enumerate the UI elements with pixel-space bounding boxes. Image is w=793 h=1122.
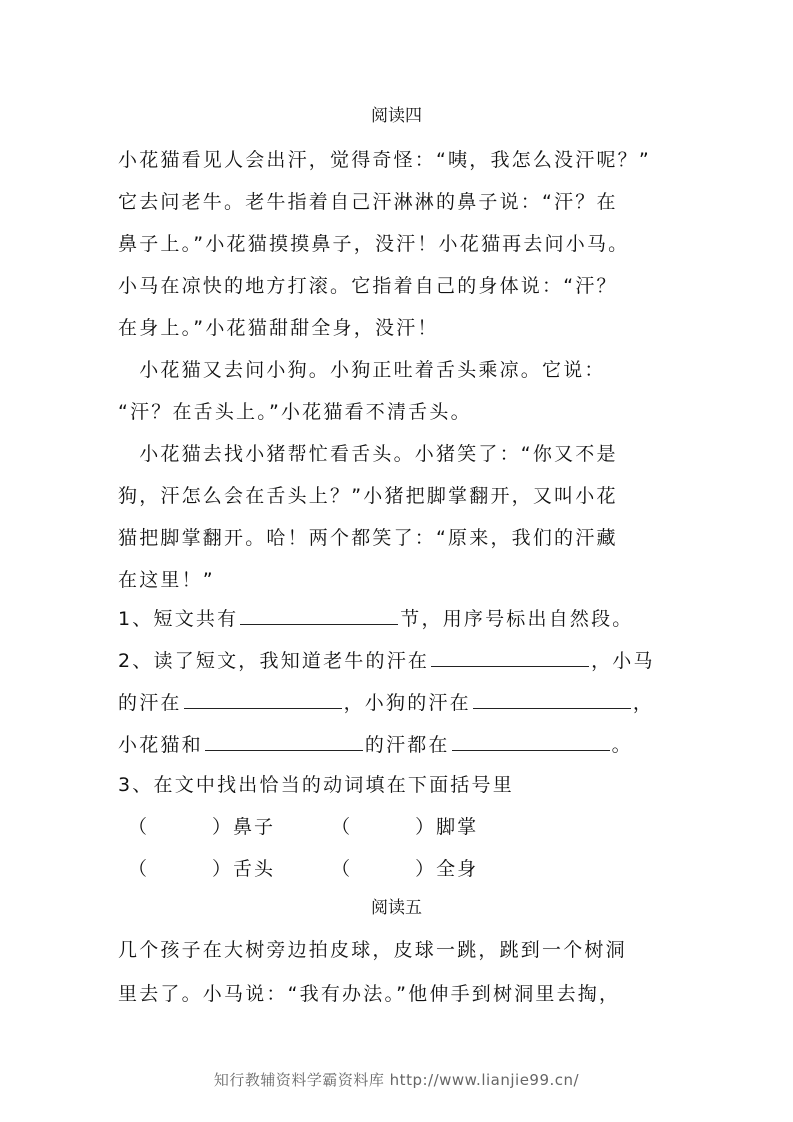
fill-item[interactable]: （ ）舌头 xyxy=(128,858,276,880)
fill-row-2 xyxy=(128,857,478,881)
question-2-text: 。 xyxy=(611,734,633,756)
answer-blank[interactable] xyxy=(473,690,631,709)
passage-line: 猫把脚掌翻开。哈！两个都笑了：“原来，我们的汗藏 xyxy=(118,527,618,549)
answer-blank[interactable] xyxy=(205,732,363,751)
question-1-text: 1、短文共有 xyxy=(118,608,239,630)
passage-line: 小马在凉快的地方打滚。它指着自己的身体说：“汗？ xyxy=(118,275,618,297)
passage-line: 它去问老牛。老牛指着自己汗淋淋的鼻子说：“汗？在 xyxy=(118,191,618,213)
section-title-5: 阅读五 xyxy=(371,898,422,918)
passage-line: 几个孩子在大树旁边拍皮球，皮球一跳，跳到一个树洞 xyxy=(118,939,627,961)
passage-line: 在身上。”小花猫甜甜全身，没汗！ xyxy=(118,317,439,339)
passage-line: “汗？在舌头上。”小花猫看不清舌头。 xyxy=(118,401,472,423)
answer-blank[interactable] xyxy=(240,606,398,625)
question-2-text: ，小狗的汗在 xyxy=(343,692,471,714)
section-title-4: 阅读四 xyxy=(371,106,422,126)
question-2-line-3 xyxy=(118,732,678,757)
question-1 xyxy=(118,606,678,631)
question-2-text: 小花猫和 xyxy=(118,734,203,756)
passage-line: 鼻子上。”小花猫摸摸鼻子，没汗！小花猫再去问小马。 xyxy=(118,233,630,255)
passage-line: 在这里！” xyxy=(118,569,215,591)
fill-item[interactable]: （ ）脚掌 xyxy=(331,816,479,838)
passage-line: 小花猫又去问小狗。小狗正吐着舌头乘凉。它说： xyxy=(118,359,606,381)
footer-watermark: 知行教辅资料学霸资料库 http://www.lianjie99.cn/ xyxy=(213,1071,580,1089)
question-2-line-1 xyxy=(118,648,678,673)
passage-line: 狗，汗怎么会在舌头上？”小猪把脚掌翻开，又叫小花 xyxy=(118,485,618,507)
answer-blank[interactable] xyxy=(184,690,342,709)
question-2-text: ，小马 xyxy=(591,650,655,672)
question-2-text: 2、读了短文，我知道老牛的汗在 xyxy=(118,650,430,672)
question-1-text-end: 节，用序号标出自然段。 xyxy=(400,608,634,630)
fill-item[interactable]: （ ）鼻子 xyxy=(128,816,276,838)
passage-line: 小花猫去找小猪帮忙看舌头。小猪笑了：“你又不是 xyxy=(118,443,618,465)
fill-item[interactable]: （ ）全身 xyxy=(331,858,479,880)
passage-line: 小花猫看见人会出汗，觉得奇怪：“咦，我怎么没汗呢？” xyxy=(118,149,651,171)
question-2-text: 的汗在 xyxy=(118,692,182,714)
question-3: 3、在文中找出恰当的动词填在下面括号里 xyxy=(118,774,514,796)
fill-row-1 xyxy=(128,815,478,839)
question-2-line-2 xyxy=(118,690,678,715)
question-2-text: 的汗都在 xyxy=(364,734,450,756)
answer-blank[interactable] xyxy=(452,732,610,751)
passage-line: 里去了。小马说：“我有办法。”他伸手到树洞里去掏， xyxy=(118,983,621,1005)
question-2-text: ， xyxy=(632,692,655,714)
answer-blank[interactable] xyxy=(431,648,589,667)
